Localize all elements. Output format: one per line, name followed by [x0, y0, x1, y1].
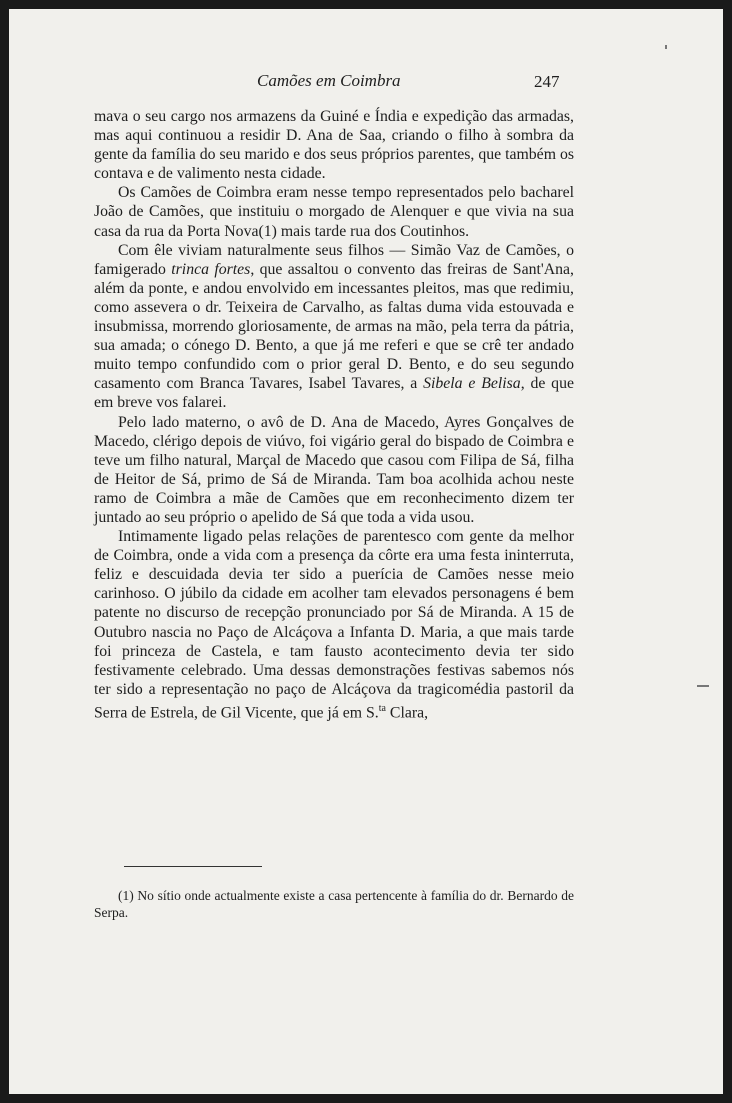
paragraph-5	[94, 527, 574, 722]
page-header	[9, 71, 723, 95]
paragraph-1-text: mava o seu cargo nos armazens da Guiné e Índia e expedição das armadas, mas aqui continuou a residir D. Ana de Saa, criando o filho à sombra da gente da família do seu marido e dos seus próprios parentes, que também os contava e de valimento nesta cidade.	[94, 108, 574, 183]
paragraph-3-text-a: Com êle viviam naturalmente seus filhos — Simão Vaz de Camões, o famigerado	[94, 241, 574, 278]
footnote-divider	[124, 866, 262, 867]
scan-speck	[665, 45, 667, 49]
paragraph-4	[94, 413, 574, 528]
footnote-mark: (1)	[118, 888, 134, 903]
paragraph-3	[94, 241, 574, 413]
body-text	[94, 107, 574, 722]
paragraph-5-text: Intimamente ligado pelas relações de parentesco com gente da melhor de Coimbra, onde a vida com a presença da côrte era uma festa ininterruta, feliz e descuidada devia ter sido a puerícia de Camões nesse meio carinhoso. O júbilo da cidade em acolher tam elevados personagens é bem patente no discurso de recepção pronunciado por Sá de Miranda. A 15 de Outubro nascia no Paço de Alcáçova a Infanta D. Maria, a que mais tarde foi princeza de Castela, e tam fausto acontecimento devia ter sido festivamente celebrado. Uma dessas demonstrações festivas sabemos nós ter sido a representação no paço de Alcáçova da tragicomédia pastoril da Serra de Estrela, de Gil Vicente, que já em S.	[94, 528, 574, 722]
superscript-ta: ta	[378, 702, 386, 714]
footnote	[94, 887, 574, 921]
paragraph-3-text-c: , de que em breve vos falarei.	[94, 375, 574, 412]
paragraph-2-text: Os Camões de Coimbra eram nesse tempo representados pelo bacharel João de Camões, que instituiu o morgado de Alenquer e que vivia na sua casa da rua da Porta Nova	[94, 184, 574, 240]
paragraph-1	[94, 107, 574, 183]
italic-trinca-fortes: trinca fortes	[171, 260, 251, 278]
scan-speck	[697, 685, 709, 687]
page-number: 247	[534, 72, 560, 91]
book-page	[9, 9, 723, 1094]
running-title: Camões em Coimbra	[257, 71, 401, 90]
paragraph-2-end: mais tarde rua dos Coutinhos.	[276, 222, 470, 240]
paragraph-3-text-b: , que assaltou o convento das freiras de Sant'Ana, além da ponte, e andou envolvido em incessantes pleitos, mas que redimiu, como assevera o dr. Teixeira de Carvalho, as faltas duma vida estouvada e insubmissa, morrendo gloriosamente, de armas na mão, pela terra da pátria, sua amada; o cónego D. Bento, a que já me referi e que se crê ter andado muito tempo confundido com o prior geral D. Bento, e do seu segundo casamento com Branca Tavares, Isabel Tavares, a	[94, 260, 574, 393]
paragraph-4-text: Pelo lado materno, o avô de D. Ana de Macedo, Ayres Gonçalves de Macedo, clérigo depois de viúvo, foi vigário geral do bispado de Coimbra e teve um filho natural, Marçal de Macedo que casou com Filipa de Sá, filha de Heitor de Sá, primo de Sá de Miranda. Tam boa acolhida achou neste ramo de Coimbra a mãe de Camões que em reconhecimento dizem ter juntado ao seu próprio o apelido de Sá que toda a vida usou.	[94, 413, 574, 526]
footnote-reference: (1)	[258, 222, 277, 240]
paragraph-5-end: Clara,	[385, 704, 429, 722]
footnote-text: No sítio onde actualmente existe a casa pertencente à família do dr. Bernardo de Serpa.	[94, 888, 574, 920]
paragraph-2	[94, 183, 574, 240]
italic-sibela-belisa: Sibela e Belisa	[423, 375, 521, 393]
